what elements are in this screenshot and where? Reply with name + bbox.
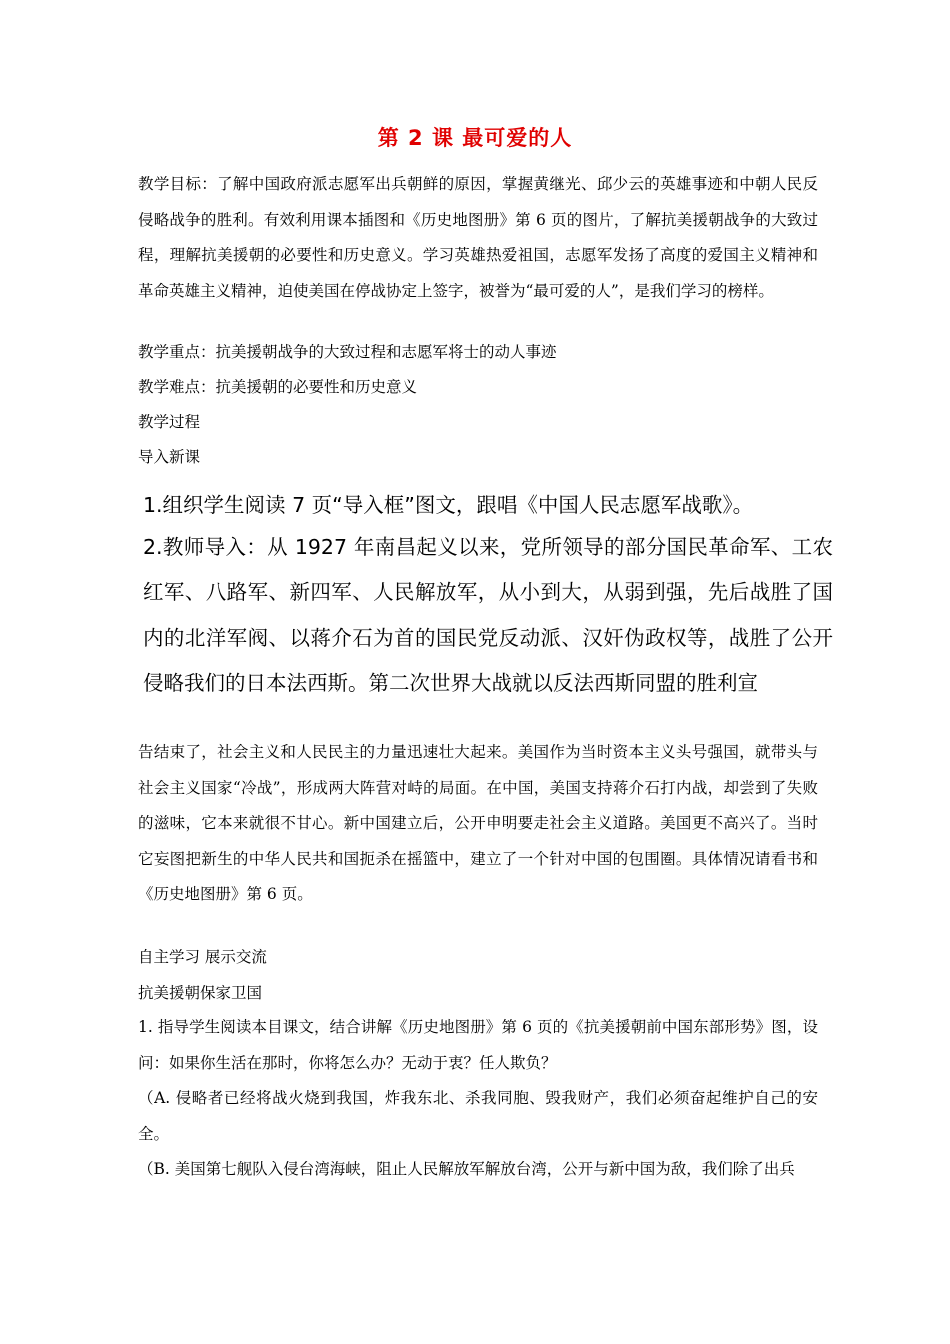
intro-continuation: 告结束了，社会主义和人民民主的力量迅速壮大起来。美国作为当时资本主义头号强国，就带头与社会主义国家“冷战”，形成两大阵营对峙的局面。在中国，美国支持蒋介石打内战，却尝到了失败的滋味，它本来就很不甘心。新中国建立后，公开申明要走社会主义道路。美国更不高兴了。当时它妄图把新生的中华人民共和国扼杀在摇篮中，建立了一个针对中国的包围圈。具体情况请看书和《历史地图册》第 6 页。 xyxy=(138,743,818,903)
teaching-goals: 教学目标：了解中国政府派志愿军出兵朝鲜的原因，掌握黄继光、邱少云的英雄事迹和中朝人民反侵略战争的胜利。有效利用课本插图和《历史地图册》第 6 页的图片，了解抗美援朝战争的大致过程，理解抗美援朝的必要性和历史意义。学习英雄热爱祖国，志愿军发扬了高度的爱国主义精神和革命英雄主义精神，迫使美国在停战协定上签字，被誉为“最可爱的人”，是我们学习的榜样。 xyxy=(138,175,818,300)
item-1: 1. 指导学生阅读本目课文，结合讲解《历史地图册》第 6 页的《抗美援朝前中国东部形势》图，设问：如果你生活在那时，你将怎么办？无动于衷？任人欺负？ xyxy=(138,1018,818,1072)
intro-heading: 导入新课 xyxy=(138,448,201,466)
teaching-difficulty: 教学难点：抗美援朝的必要性和历史意义 xyxy=(138,378,418,396)
step-1: 1.组织学生阅读 7 页“导入框”图文，跟唱《中国人民志愿军战歌》。 xyxy=(143,493,754,517)
item-b: （B. 美国第七舰队入侵台湾海峡，阻止人民解放军解放台湾，公开与新中国为敌，我们除了出兵 xyxy=(138,1160,795,1178)
section-heading: 抗美援朝保家卫国 xyxy=(138,984,263,1002)
process-heading: 教学过程 xyxy=(138,413,201,431)
step-2: 2.教师导入：从 1927 年南昌起义以来，党所领导的部分国民革命军、工农红军、八路军、新四军、人民解放军，从小到大，从弱到强，先后战胜了国内的北洋军阀、以蒋介石为首的国民党反动派、汉奸伪政权等，战胜了公开侵略我们的日本法西斯。第二次世界大战就以反法西斯同盟的胜利宣 xyxy=(143,535,833,695)
lesson-title: 第 2 课 最可爱的人 xyxy=(377,126,573,150)
teaching-key-point: 教学重点：抗美援朝战争的大致过程和志愿军将士的动人事迹 xyxy=(138,343,557,361)
self-study-heading: 自主学习 展示交流 xyxy=(138,948,267,966)
item-a: （A. 侵略者已经将战火烧到我国，炸我东北、杀我同胞、毁我财产，我们必须奋起维护自己的安全。 xyxy=(138,1089,818,1143)
